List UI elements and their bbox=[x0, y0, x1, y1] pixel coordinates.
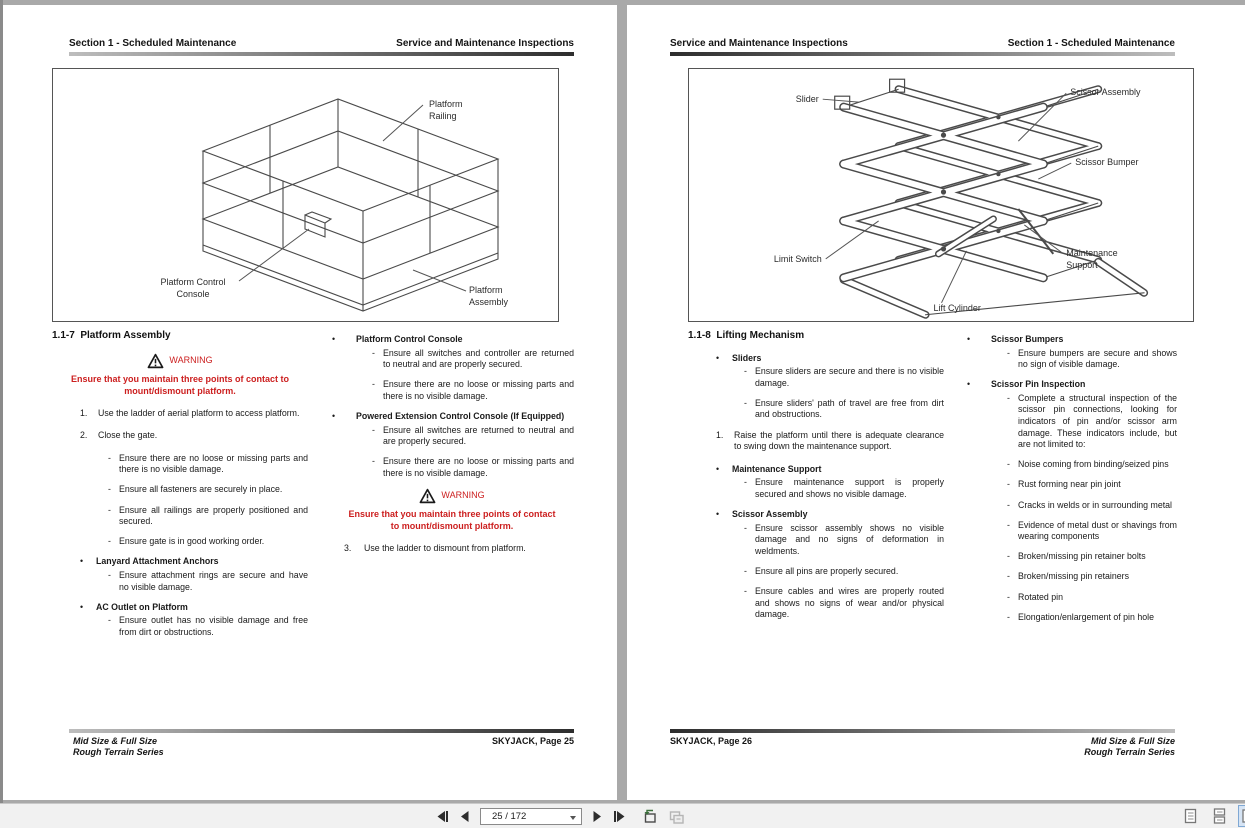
bullet-item: • Maintenance Support bbox=[716, 463, 822, 474]
bullet-item: • Scissor Pin Inspection bbox=[967, 379, 1086, 390]
figure-label: Slider bbox=[795, 94, 819, 105]
dash-item: - Ensure bumpers are secure and shows no sign of visible damage. bbox=[1007, 347, 1177, 370]
next-view-icon bbox=[668, 808, 685, 825]
list bbox=[52, 353, 308, 639]
bullet-item: • AC Outlet on Platform bbox=[80, 601, 188, 612]
figure-label: Lift Cylinder bbox=[933, 302, 981, 313]
column bbox=[688, 330, 944, 629]
figure-label: Assembly bbox=[469, 297, 509, 307]
figure-label: Scissor Assembly bbox=[1070, 87, 1141, 98]
section-title: 1.1-8 Lifting Mechanism bbox=[688, 330, 805, 341]
figure-label: Platform Control bbox=[160, 277, 226, 287]
next-view-button[interactable] bbox=[668, 808, 685, 825]
footer-page-number: SKYJACK, Page 26 bbox=[670, 736, 753, 746]
dash-item: - Ensure cables and wires are properly routed and shows no signs of wear and/or physical damage. bbox=[744, 586, 944, 620]
dash-item: - Ensure outlet has no visible damage and free from dirt or obstructions. bbox=[108, 615, 308, 637]
page-layout-group bbox=[1180, 804, 1245, 828]
dash-item: - Ensure attachment rings are secure and have no visible damage. bbox=[108, 569, 308, 592]
platform-assembly-drawing bbox=[53, 69, 558, 321]
bullet-item: • Scissor Assembly bbox=[716, 509, 808, 520]
warning-text: Ensure that you maintain three points of contact to mount/dismount platform. bbox=[348, 508, 556, 531]
dash-item: - Ensure all switches and controller are returned to neutral and are properly secured. bbox=[372, 347, 574, 370]
previous-page-icon bbox=[459, 810, 470, 823]
dash-item: - Evidence of metal dust or shavings from wearing components bbox=[1007, 519, 1177, 542]
warning-block bbox=[52, 353, 308, 397]
column bbox=[52, 330, 308, 647]
next-page-button[interactable] bbox=[592, 810, 603, 823]
dash-item: - Ensure scissor assembly shows no visible damage and no signs of deformation in weldments. bbox=[744, 522, 944, 556]
bullet-item: • Powered Extension Control Console (If Equipped) bbox=[332, 410, 565, 421]
column bbox=[330, 330, 574, 566]
previous-view-icon bbox=[641, 808, 658, 825]
dash-item: - Ensure sliders are secure and there is no visible damage. bbox=[744, 366, 944, 388]
combobox-dropdown-icon[interactable] bbox=[570, 816, 576, 820]
leader-lines bbox=[239, 105, 466, 291]
warning-label: WARNING bbox=[169, 354, 213, 365]
dash-item: - Ensure all fasteners are securely in place. bbox=[108, 484, 283, 495]
figure-label: Platform bbox=[429, 99, 463, 109]
dash-item: - Ensure maintenance support is properly secured and shows no visible damage. bbox=[744, 477, 944, 499]
bullet-item: • Lanyard Attachment Anchors bbox=[80, 556, 219, 567]
last-page-button[interactable] bbox=[613, 810, 627, 823]
warning-text: Ensure that you maintain three points of contact to mount/dismount platform. bbox=[70, 373, 290, 396]
previous-view-button[interactable] bbox=[641, 808, 658, 825]
lifting-mechanism-figure bbox=[688, 68, 1194, 322]
lifting-mechanism-drawing bbox=[689, 69, 1193, 321]
list bbox=[688, 353, 944, 621]
dash-item: - Broken/missing pin retainer bolts bbox=[1007, 551, 1146, 562]
dash-item: - Ensure there are no loose or missing parts and there is no visible damage. bbox=[372, 456, 574, 478]
dash-item: - Ensure all pins are properly secured. bbox=[744, 565, 899, 576]
document-page-26 bbox=[627, 5, 1245, 800]
dash-item: - Ensure there are no loose or missing parts and there is no visible damage. bbox=[108, 452, 308, 475]
header-rule bbox=[69, 52, 574, 56]
page-navigation-group bbox=[435, 804, 685, 828]
footer-series: Mid Size & Full Size Rough Terrain Series bbox=[1084, 736, 1175, 757]
figure-label: Limit Switch bbox=[773, 253, 822, 264]
dual-page-view-button[interactable] bbox=[1238, 805, 1245, 827]
page-number-value: 25 / 172 bbox=[492, 810, 527, 822]
first-page-button[interactable] bbox=[435, 810, 449, 823]
figure-label: Platform bbox=[469, 285, 503, 295]
dash-item: - Ensure all railings are properly positioned and secured. bbox=[108, 504, 308, 527]
dash-item: - Broken/missing pin retainers bbox=[1007, 571, 1129, 582]
document-page-25 bbox=[3, 5, 617, 800]
continuous-view-button[interactable] bbox=[1209, 805, 1230, 827]
last-page-icon bbox=[613, 810, 627, 823]
list bbox=[330, 334, 574, 555]
numbered-item: 1. Raise the platform until there is adequate clearance to swing down the maintenance support. bbox=[716, 429, 944, 452]
column bbox=[965, 330, 1177, 632]
bullet-item: • Sliders bbox=[716, 352, 762, 363]
dash-item: - Elongation/enlargement of pin hole bbox=[1007, 611, 1154, 622]
page-header-right: Section 1 - Scheduled Maintenance bbox=[1007, 38, 1175, 49]
dash-item: - Ensure there are no loose or missing parts and there is no visible damage. bbox=[372, 379, 574, 401]
warning-triangle-icon bbox=[147, 353, 164, 369]
dash-item: - Ensure sliders' path of travel are free from dirt and obstructions. bbox=[744, 397, 944, 420]
numbered-item: 2. Close the gate. bbox=[80, 430, 158, 441]
footer-rule bbox=[69, 729, 574, 733]
single-page-icon bbox=[1184, 808, 1197, 824]
next-page-icon bbox=[592, 810, 603, 823]
platform-assembly-figure bbox=[52, 68, 559, 322]
dash-item: - Complete a structural inspection of the scissor pin connections, looking for indicators of pin and/or scissor arm damage. These indicators include, but are not limited to: bbox=[1007, 392, 1177, 450]
list bbox=[965, 334, 1177, 623]
header-rule bbox=[670, 52, 1175, 56]
bullet-item: • Scissor Bumpers bbox=[967, 334, 1064, 344]
viewer-toolbar bbox=[0, 803, 1245, 828]
figure-label: Railing bbox=[429, 111, 457, 121]
figure-label: Console bbox=[176, 289, 210, 299]
numbered-item: 1. Use the ladder of aerial platform to access platform. bbox=[80, 407, 300, 418]
warning-triangle-icon bbox=[419, 488, 436, 504]
bullet-item: • Platform Control Console bbox=[332, 334, 463, 344]
dash-item: - Ensure all switches are returned to neutral and are properly secured. bbox=[372, 424, 574, 447]
figure-label: Support bbox=[1066, 259, 1098, 270]
warning-label: WARNING bbox=[441, 490, 485, 501]
warning-block bbox=[330, 488, 574, 532]
dash-item: - Cracks in welds or in surrounding metal bbox=[1007, 499, 1173, 510]
dash-item: - Rust forming near pin joint bbox=[1007, 479, 1121, 490]
page-header-left: Section 1 - Scheduled Maintenance bbox=[69, 38, 237, 49]
dash-item: - Noise coming from binding/seized pins bbox=[1007, 459, 1169, 470]
single-page-view-button[interactable] bbox=[1180, 805, 1201, 827]
figure-label: Scissor Bumper bbox=[1075, 157, 1139, 168]
first-page-icon bbox=[435, 810, 449, 823]
previous-page-button[interactable] bbox=[459, 810, 470, 823]
dash-item: - Ensure gate is in good working order. bbox=[108, 536, 265, 547]
footer-series: Mid Size & Full Size Rough Terrain Series bbox=[73, 736, 164, 757]
continuous-view-icon bbox=[1213, 808, 1226, 824]
footer-rule bbox=[670, 729, 1175, 733]
page-number-combobox[interactable] bbox=[480, 808, 582, 825]
dash-item: - Rotated pin bbox=[1007, 591, 1063, 602]
page-header-right: Service and Maintenance Inspections bbox=[396, 38, 574, 49]
numbered-item: 3. Use the ladder to dismount from platform. bbox=[344, 542, 526, 553]
page-header-left: Service and Maintenance Inspections bbox=[670, 38, 848, 49]
footer-page-number: SKYJACK, Page 25 bbox=[491, 736, 574, 746]
figure-label: Maintenance bbox=[1066, 247, 1118, 258]
section-title: 1.1-7 Platform Assembly bbox=[52, 330, 171, 341]
